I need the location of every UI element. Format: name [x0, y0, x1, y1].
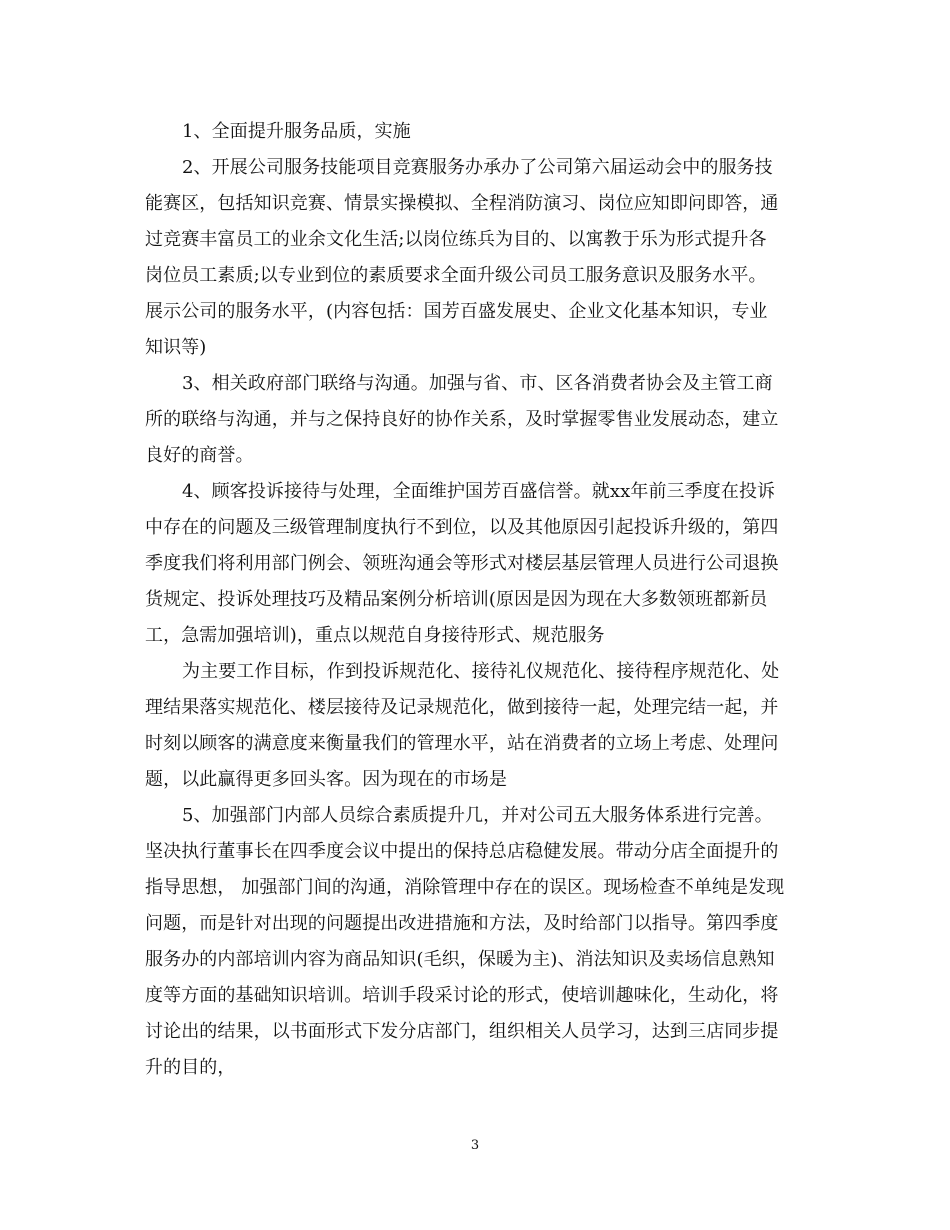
- text-line: 能赛区，包括知识竞赛、情景实操模拟、全程消防演习、岗位应知即问即答，通: [145, 193, 779, 214]
- text-line: 过竞赛丰富员工的业余文化生活;以岗位练兵为目的、以寓教于乐为形式提升各: [145, 229, 767, 250]
- text-line: 中存在的问题及三级管理制度执行不到位，以及其他原因引起投诉升级的，第四: [145, 517, 779, 538]
- text-line: 指导思想， 加强部门间的沟通，消除管理中存在的误区。现场检查不单纯是发现: [145, 877, 785, 898]
- text-line: 度等方面的基础知识培训。培训手段采讨论的形式，使培训趣味化，生动化，将: [145, 985, 779, 1006]
- text-line: 5、加强部门内部人员综合素质提升几，并对公司五大服务体系进行完善。: [182, 805, 773, 826]
- text-line: 时刻以顾客的满意度来衡量我们的管理水平，站在消费者的立场上考虑、处理问: [145, 733, 779, 754]
- text-line: 题，以此赢得更多回头客。因为现在的市场是: [145, 769, 507, 790]
- text-line: 讨论出的结果，以书面形式下发分店部门，组织相关人员学习，达到三店同步提: [145, 1021, 779, 1042]
- text-line: 问题，而是针对出现的问题提出改进措施和方法，及时给部门以指导。第四季度: [145, 913, 779, 934]
- text-line: 1、全面提升服务品质，实施: [182, 121, 411, 142]
- text-line: 展示公司的服务水平，(内容包括：国芳百盛发展史、企业文化基本知识，专业: [145, 301, 768, 322]
- text-line: 理结果落实规范化、楼层接待及记录规范化，做到接待一起，处理完结一起，并: [145, 697, 779, 718]
- text-line: 为主要工作目标，作到投诉规范化、接待礼仪规范化、接待程序规范化、处: [182, 661, 780, 682]
- text-line: 季度我们将利用部门例会、领班沟通会等形式对楼层基层管理人员进行公司退换: [145, 553, 779, 574]
- text-line: 2、开展公司服务技能项目竞赛服务办承办了公司第六届运动会中的服务技: [182, 157, 773, 178]
- text-line: 所的联络与沟通，并与之保持良好的协作关系，及时掌握零售业发展动态，建立: [145, 409, 779, 430]
- page-number: 3: [470, 1138, 480, 1153]
- text-line: 服务办的内部培训内容为商品知识(毛织，保暖为主)、消法知识及卖场信息熟知: [145, 949, 775, 970]
- text-line: 4、顾客投诉接待与处理，全面维护国芳百盛信誉。就xx年前三季度在投诉: [182, 481, 776, 502]
- text-line: 货规定、投诉处理技巧及精品案例分析培训(原因是因为现在大多数领班都新员: [145, 589, 768, 610]
- text-line: 3、相关政府部门联络与沟通。加强与省、市、区各消费者协会及主管工商: [182, 373, 773, 394]
- text-line: 岗位员工素质;以专业到位的素质要求全面升级公司员工服务意识及服务水平。: [145, 265, 767, 286]
- text-line: 知识等): [145, 337, 207, 358]
- text-line: 工，急需加强培训)，重点以规范自身接待形式、规范服务: [145, 625, 605, 646]
- document-body: [145, 114, 805, 1086]
- text-line: 坚决执行董事长在四季度会议中提出的保持总店稳健发展。带动分店全面提升的: [145, 841, 779, 862]
- text-line: 良好的商誉。: [145, 445, 254, 466]
- text-line: 升的目的，: [145, 1057, 236, 1078]
